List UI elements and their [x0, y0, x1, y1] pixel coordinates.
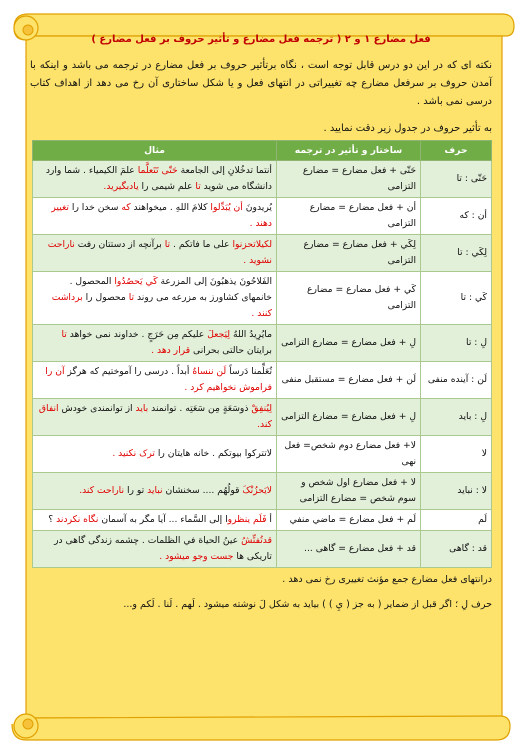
cell-harf: لَن : آینده منفی [421, 362, 492, 399]
example-highlight: نگاه نکردند [56, 514, 99, 525]
footnote-lam: حرف لِ ؛ اگر قبل از ضمایر ( به جز ( يِ ) ) بیاید به شکل لَ نوشته میشود . لَهم . لَنا . لَکم و... [123, 599, 492, 610]
example-text: ؟ [48, 514, 57, 525]
example-text: الفَلاحُونَ یذهبُونَ إلی المزرعة [157, 276, 272, 287]
cell-example [33, 272, 277, 325]
example-text: برایتان حالتی بحرانی [190, 345, 272, 356]
cell-structure: أن + فعل مضارع = مضارع التزامی [277, 198, 421, 235]
example-highlight: آن را فراموش نخواهیم کرد . [45, 366, 272, 393]
example-text: یُریدونَ [242, 202, 272, 213]
cell-structure: لا + فعل مضارع اول شخص و سوم شخص = مضارع التزامی [277, 473, 421, 510]
cell-harf: حَتّی : تا [421, 161, 492, 198]
cell-example [33, 198, 277, 235]
example-highlight: قرار دهد . [151, 345, 191, 356]
example-text: مایُرِیدُ اللهُ [230, 329, 272, 340]
example-highlight: لَن ننساهُ [192, 366, 227, 377]
example-text: از توانمندی خودش [58, 403, 136, 414]
cell-harf: لِ : تا [421, 325, 492, 362]
example-text: تُعَلِّمنا دَرساً [226, 366, 272, 377]
cell-structure: حَتّی + فعل مضارع = مضارع التزامی [277, 161, 421, 198]
example-highlight: یادبگیرید. [103, 181, 139, 192]
intro-paragraph: نکته ای که در این دو درس قابل توجه است ، نگاه برتأثیر حروف بر فعل مضارع در ترجمه می باشد و اینکه با آمدن حروف بر سرفعل مضارع چه تغییراتی در انتهای فعل و یا شکل ساختاری آن رخ می دهد از اهداف کتاب درسی نمی باشد . [30, 60, 492, 107]
example-text: علیکم مِن حَرَجٍ . خداوند نمی خواهد [66, 329, 208, 340]
example-highlight: تغییر دهند . [51, 202, 272, 229]
cell-structure: کَي + فعل مضارع = مضارع التزامی [277, 272, 421, 325]
example-text: أنتما تدخُلانِ إلی الجامعة [177, 165, 272, 176]
example-highlight: ناراحت نشوید . [47, 239, 272, 266]
cell-structure: قد + فعل مضارع = گاهی ... [277, 531, 421, 568]
cell-structure: لا+ فعل مضارع دوم شخص= فعل نهی [277, 436, 421, 473]
example-text: أ [266, 514, 272, 525]
example-text: ذوسَعَةٍ مِن سَعَتِه . توانمند [148, 403, 252, 414]
cell-example [33, 531, 277, 568]
letters-table [32, 140, 492, 568]
example-text: ا إلی السَّماء ... آیا مگر به آسمان [98, 514, 228, 525]
example-text: تو را [124, 485, 148, 496]
example-highlight: لِیُنفِقْ [251, 403, 272, 414]
cell-structure: لِ + فعل مضارع = مضارع التزامی [277, 325, 421, 362]
example-highlight: ناراحت کند. [79, 485, 125, 496]
example-text: أبداً . درسی را آموختیم که هرگز [64, 366, 193, 377]
example-text: لاتترکوا بیوتکم . خانه هایتان را [154, 448, 272, 459]
cell-example [33, 510, 277, 531]
example-highlight: لکیلاتحزنوا [232, 239, 272, 250]
header-structure: ساختار و تأثیر در ترجمه [277, 141, 421, 161]
example-highlight: تا [61, 329, 67, 340]
header-example: مثال [33, 141, 277, 161]
cell-harf: لا : نباید [421, 473, 492, 510]
example-highlight: کَي یَحصُدُوا [114, 276, 158, 287]
example-text: کلامَ اللهِ . میخواهند [130, 202, 211, 213]
example-highlight: نباید [147, 485, 163, 496]
example-text: علی ما فاتکم . [170, 239, 233, 250]
example-text: قولُهُم .... سخنشان [162, 485, 243, 496]
table-row [33, 399, 492, 436]
table-row [33, 531, 492, 568]
page-title: فعل مضارع ۱ و ۲ ( ترجمه فعل مضارع و تأثیر حروف بر فعل مضارع ) [91, 34, 431, 45]
footnote-plural-feminine: درانتهای فعل مضارع جمع مؤنث تغییری رخ نمی دهد . [282, 574, 492, 585]
cell-structure: لَم + فعل مضارع = ماضي منفي [277, 510, 421, 531]
cell-harf: لِ : باید [421, 399, 492, 436]
cell-structure: لَن + فعل مضارع = مستقبل منفی [277, 362, 421, 399]
example-highlight: تا [128, 292, 135, 303]
table-row [33, 325, 492, 362]
example-highlight: فَلَم ینظرو [227, 514, 267, 525]
example-highlight: قدتُفتِّشُ [241, 535, 272, 546]
example-highlight: انفاق کند. [38, 403, 272, 430]
example-text: محصول را [82, 292, 129, 303]
table-header-row [33, 141, 492, 161]
example-text: علم شیمی را [138, 181, 196, 192]
cell-example [33, 235, 277, 272]
cell-example [33, 399, 277, 436]
example-text: علمَ الکیمیاء . شما وارد دانشگاه می شوید [45, 165, 272, 192]
table-row [33, 235, 492, 272]
document-content [30, 34, 492, 610]
cell-structure: لِکَي + فعل مضارع = مضارع التزامی [277, 235, 421, 272]
header-harf: حرف [421, 141, 492, 161]
example-highlight: حَتّی تَتَعلَّما [137, 165, 178, 176]
example-highlight: لایَحزُنْکَ [242, 485, 272, 496]
table-lead: به تأثیر حروف در جدول زیر دقت نمایید . [323, 123, 492, 134]
cell-example [33, 325, 277, 362]
example-highlight: تا [164, 239, 171, 250]
example-text: عینُ الحیاة في الظلمات . چشمه زندگی گاهی در تاریکی ها [54, 535, 272, 562]
cell-harf: لِکَي : تا [421, 235, 492, 272]
table-row [33, 272, 492, 325]
example-highlight: برداشت کنند . [51, 292, 272, 319]
cell-harf: لا [421, 436, 492, 473]
table-row [33, 510, 492, 531]
example-highlight: ترک نکنید . [112, 448, 155, 459]
example-highlight: باید [135, 403, 149, 414]
cell-example [33, 161, 277, 198]
table-row [33, 362, 492, 399]
example-highlight: تا [195, 181, 201, 192]
cell-harf: لَم [421, 510, 492, 531]
example-highlight: جست وجو میشود . [159, 551, 234, 562]
table-row [33, 473, 492, 510]
example-highlight: أن یُبَدِّلوا [210, 202, 243, 213]
example-highlight: لِیَجعلَ [207, 329, 231, 340]
table-row [33, 198, 492, 235]
cell-harf: قد : گاهی [421, 531, 492, 568]
cell-structure: لِ + فعل مضارع = مضارع التزامی [277, 399, 421, 436]
example-text: سخن خدا را [68, 202, 122, 213]
example-text: المحصول . خانمهای کشاورز به مزرعه می روند [69, 276, 272, 303]
cell-harf: أن : که [421, 198, 492, 235]
table-row [33, 436, 492, 473]
example-highlight: که [121, 202, 131, 213]
cell-harf: کَي : تا [421, 272, 492, 325]
table-row [33, 161, 492, 198]
cell-example [33, 362, 277, 399]
cell-example [33, 436, 277, 473]
cell-example [33, 473, 277, 510]
example-text: برآنچه از دستتان رفت [74, 239, 165, 250]
